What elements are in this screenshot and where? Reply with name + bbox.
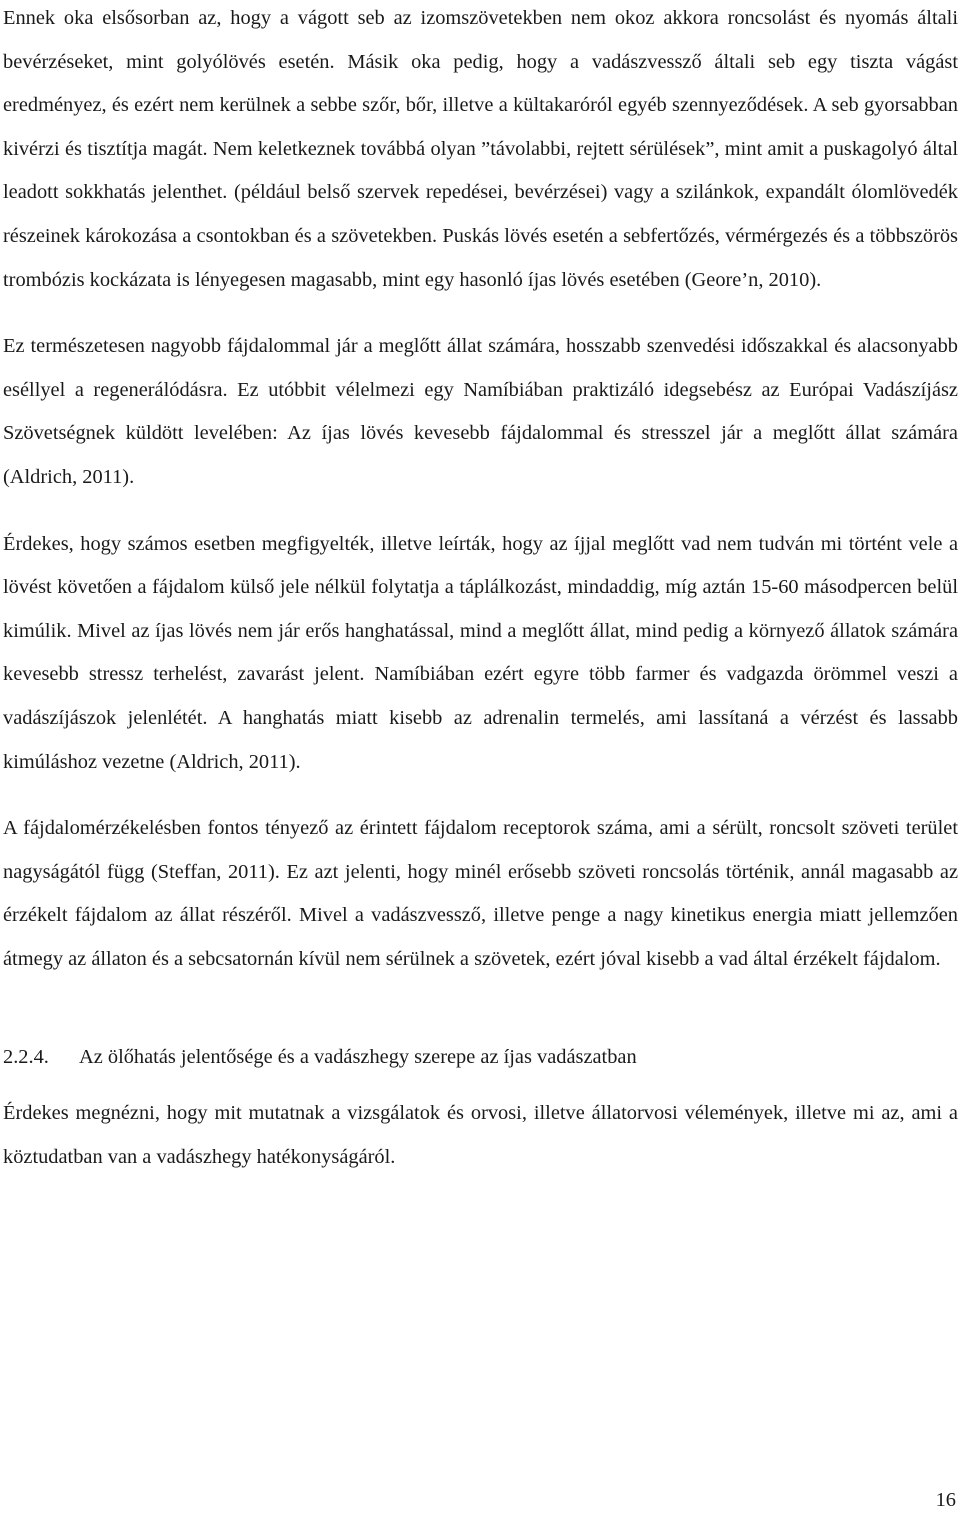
paragraph-wound-comparison: Ennek oka elsősorban az, hogy a vágott seb az izomszövetekben nem okoz akkora roncsolást és nyomás általi bevérzéseket, mint golyólövés esetén. Másik oka pedig, hogy a vadászvessző általi seb egy tiszta vágást eredményez, és ezért nem kerülnek a sebbe szőr, bőr, illetve a kültakaróról egyéb szennyeződések. A seb gyorsabban kivérzi és tisztítja magát. Nem keletkeznek továbbá olyan ”távolabbi, rejtett sérülések”, mint amit a puskagolyó által leadott sokkhatás jelenthet. (például belső szervek repedései, bevérzései) vagy a szilánkok, expandált ólomlövedék részeinek károkozása a csontokban és a szövetekben. Puskás lövés esetén a sebfertőzés, vérmérgezés és a többszörös trombózis kockázata is lényegesen magasabb, mint egy hasonló íjas lövés esetében (Geore’n, 2010). (3, 7, 958, 291)
paragraph-section-intro: Érdekes megnézni, hogy mit mutatnak a vizsgálatok és orvosi, illetve állatorvosi vélemények, illetve mi az, ami a köztudatban van a vadászhegy hatékonyságáról. (3, 1102, 958, 1169)
paragraph-pain-and-suffering: Ez természetesen nagyobb fájdalommal jár a meglőtt állat számára, hosszabb szenvedési időszakkal és alacsonyabb eséllyel a regenerálódásra. Ez utóbbit vélelmezi egy Namíbiában praktizáló idegsebész az Európai Vadászíjász Szövetségnek küldött levelében: Az íjas lövés kevesebb fájdalommal és stresszel jár a meglőtt állat számára (Aldrich, 2011). (3, 335, 958, 488)
section-title: Az ölőhatás jelentősége és a vadászhegy szerepe az íjas vadászatban (79, 1046, 637, 1069)
paragraph-observed-behaviour: Érdekes, hogy számos esetben megfigyelték, illetve leírták, hogy az íjjal meglőtt vad nem tudván mi történt vele a lövést követően a fájdalom külső jele nélkül folytatja a táplálkozást, mindaddig, míg aztán 15-60 másodpercen belül kimúlik. Mivel az íjas lövés nem jár erős hanghatással, mind a meglőtt állat, mind pedig a környező állatok számára kevesebb stressz terhelést, zavarást jelent. Namíbiában ezért egyre több farmer és vadgazda örömmel veszi a vadászíjászok jelenlétét. A hanghatás miatt kisebb az adrenalin termelés, ami lassítaná a vérzést és lassabb kimúláshoz vezetne (Aldrich, 2011). (3, 532, 958, 773)
section-number: 2.2.4. (3, 1046, 49, 1069)
section-heading (3, 1043, 958, 1071)
page-content (3, 0, 958, 1180)
paragraph-pain-receptors: A fájdalomérzékelésben fontos tényező az érintett fájdalom receptorok száma, ami a sérült, roncsolt szöveti terület nagyságától függ (Steffan, 2011). Ez azt jelenti, hogy minél erősebb szöveti roncsolás történik, annál magasabb az érzékelt fájdalom az állat részéről. Mivel a vadászvessző, illetve penge a nagy kinetikus energia miatt jellemzően átmegy az állaton és a sebcsatornán kívül nem sérülnek a szövetek, ezért jóval kisebb a vad által érzékelt fájdalom. (3, 817, 958, 970)
page-number: 16 (935, 1489, 956, 1511)
